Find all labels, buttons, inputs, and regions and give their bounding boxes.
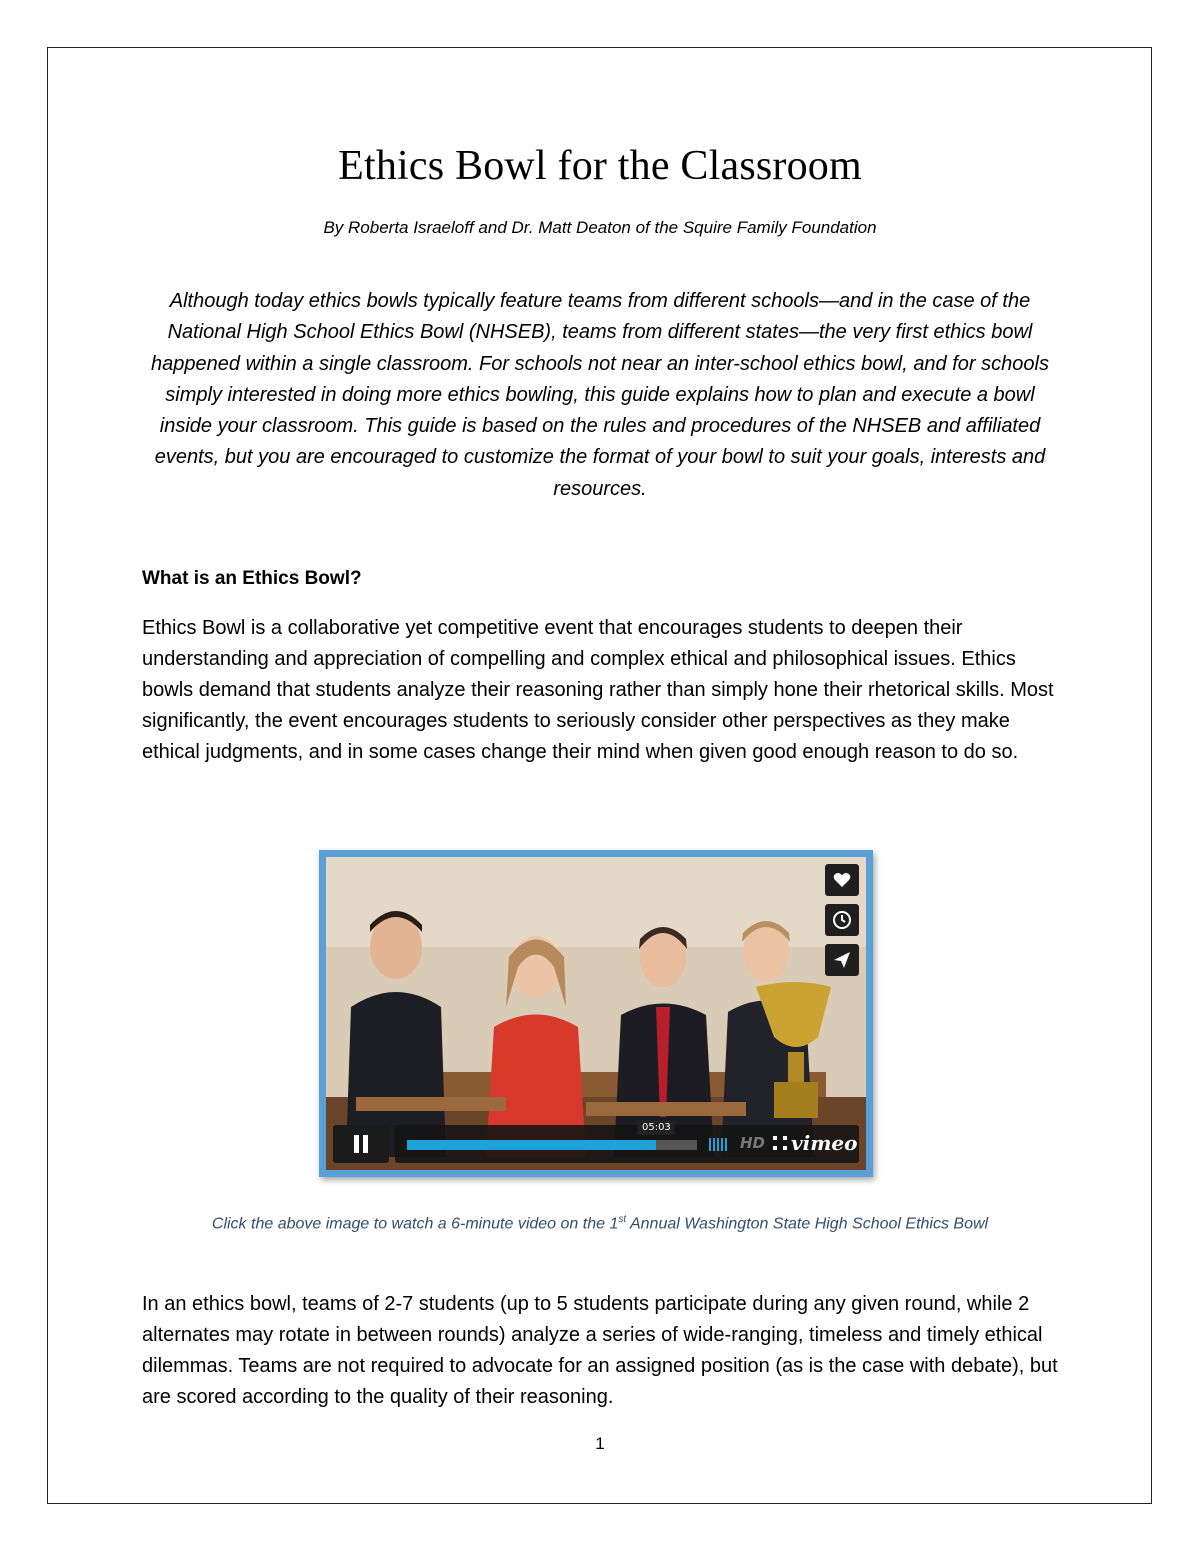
player-controls [326, 1122, 866, 1170]
send-icon [833, 951, 851, 969]
share-button[interactable] [825, 944, 859, 976]
progress-bar[interactable] [407, 1122, 697, 1150]
progress-fill [407, 1140, 656, 1150]
caption-superscript: st [618, 1214, 627, 1225]
document-title: Ethics Bowl for the Classroom [338, 143, 862, 189]
page-number: 1 [595, 1434, 605, 1453]
pause-button[interactable] [333, 1125, 389, 1163]
video-frame[interactable] [326, 857, 866, 1170]
body-paragraph-1: Ethics Bowl is a collaborative yet competitive event that encourages students to deepen their understanding and appreciation of compelling and complex ethical and philosophical issues. Ethics bowls demand that students analyze their reasoning rather than simply hone their rhetorical skills. Most significantly, the event encourages students to seriously consider other perspectives as they make ethical judgments, and in some cases change their mind when given good enough reason to do so. [142, 617, 1054, 763]
timestamp-tooltip: 05:03 [638, 1120, 675, 1135]
fullscreen-icon[interactable] [773, 1136, 787, 1150]
page-border [47, 47, 1152, 1504]
byline: By Roberta Israeloff and Dr. Matt Deaton of the Squire Family Foundation [323, 218, 877, 237]
intro-paragraph: Although today ethics bowls typically feature teams from different schools—and in the case of the National High School Ethics Bowl (NHSEB), teams from different states—the very first ethics bowl happened within a single classroom. For schools not near an inter-school ethics bowl, and for schools simply interested in doing more ethics bowling, this guide explains how to plan and execute a bowl inside your classroom. This guide is based on the rules and procedures of the NHSEB and affiliated events, but you are encouraged to customize the format of your bowl to suit your goals, interests and resources. [151, 290, 1049, 500]
like-button[interactable] [825, 864, 859, 896]
section-heading: What is an Ethics Bowl? [142, 568, 362, 589]
pause-icon [353, 1135, 369, 1153]
clock-icon [832, 910, 852, 930]
watch-later-button[interactable] [825, 904, 859, 936]
caption-text-after: Annual Washington State High School Ethics Bowl [626, 1215, 989, 1233]
control-bar [395, 1122, 859, 1163]
hd-toggle[interactable]: HD [740, 1134, 766, 1152]
video-player[interactable] [319, 850, 873, 1177]
caption-text-before: Click the above image to watch a 6-minute video on the 1 [211, 1215, 619, 1233]
video-caption[interactable] [0, 1214, 1200, 1233]
vimeo-logo[interactable]: vimeo [791, 1131, 858, 1155]
heart-icon [833, 872, 851, 888]
volume-control[interactable] [709, 1138, 727, 1151]
body-paragraph-2: In an ethics bowl, teams of 2-7 students (up to 5 students participate during any given round, while 2 alternates may rotate in between rounds) analyze a series of wide-ranging, timeless and timely ethical dilemmas. Teams are not required to advocate for an assigned position (as is the case with debate), but are scored according to the quality of their reasoning. [142, 1293, 1058, 1408]
